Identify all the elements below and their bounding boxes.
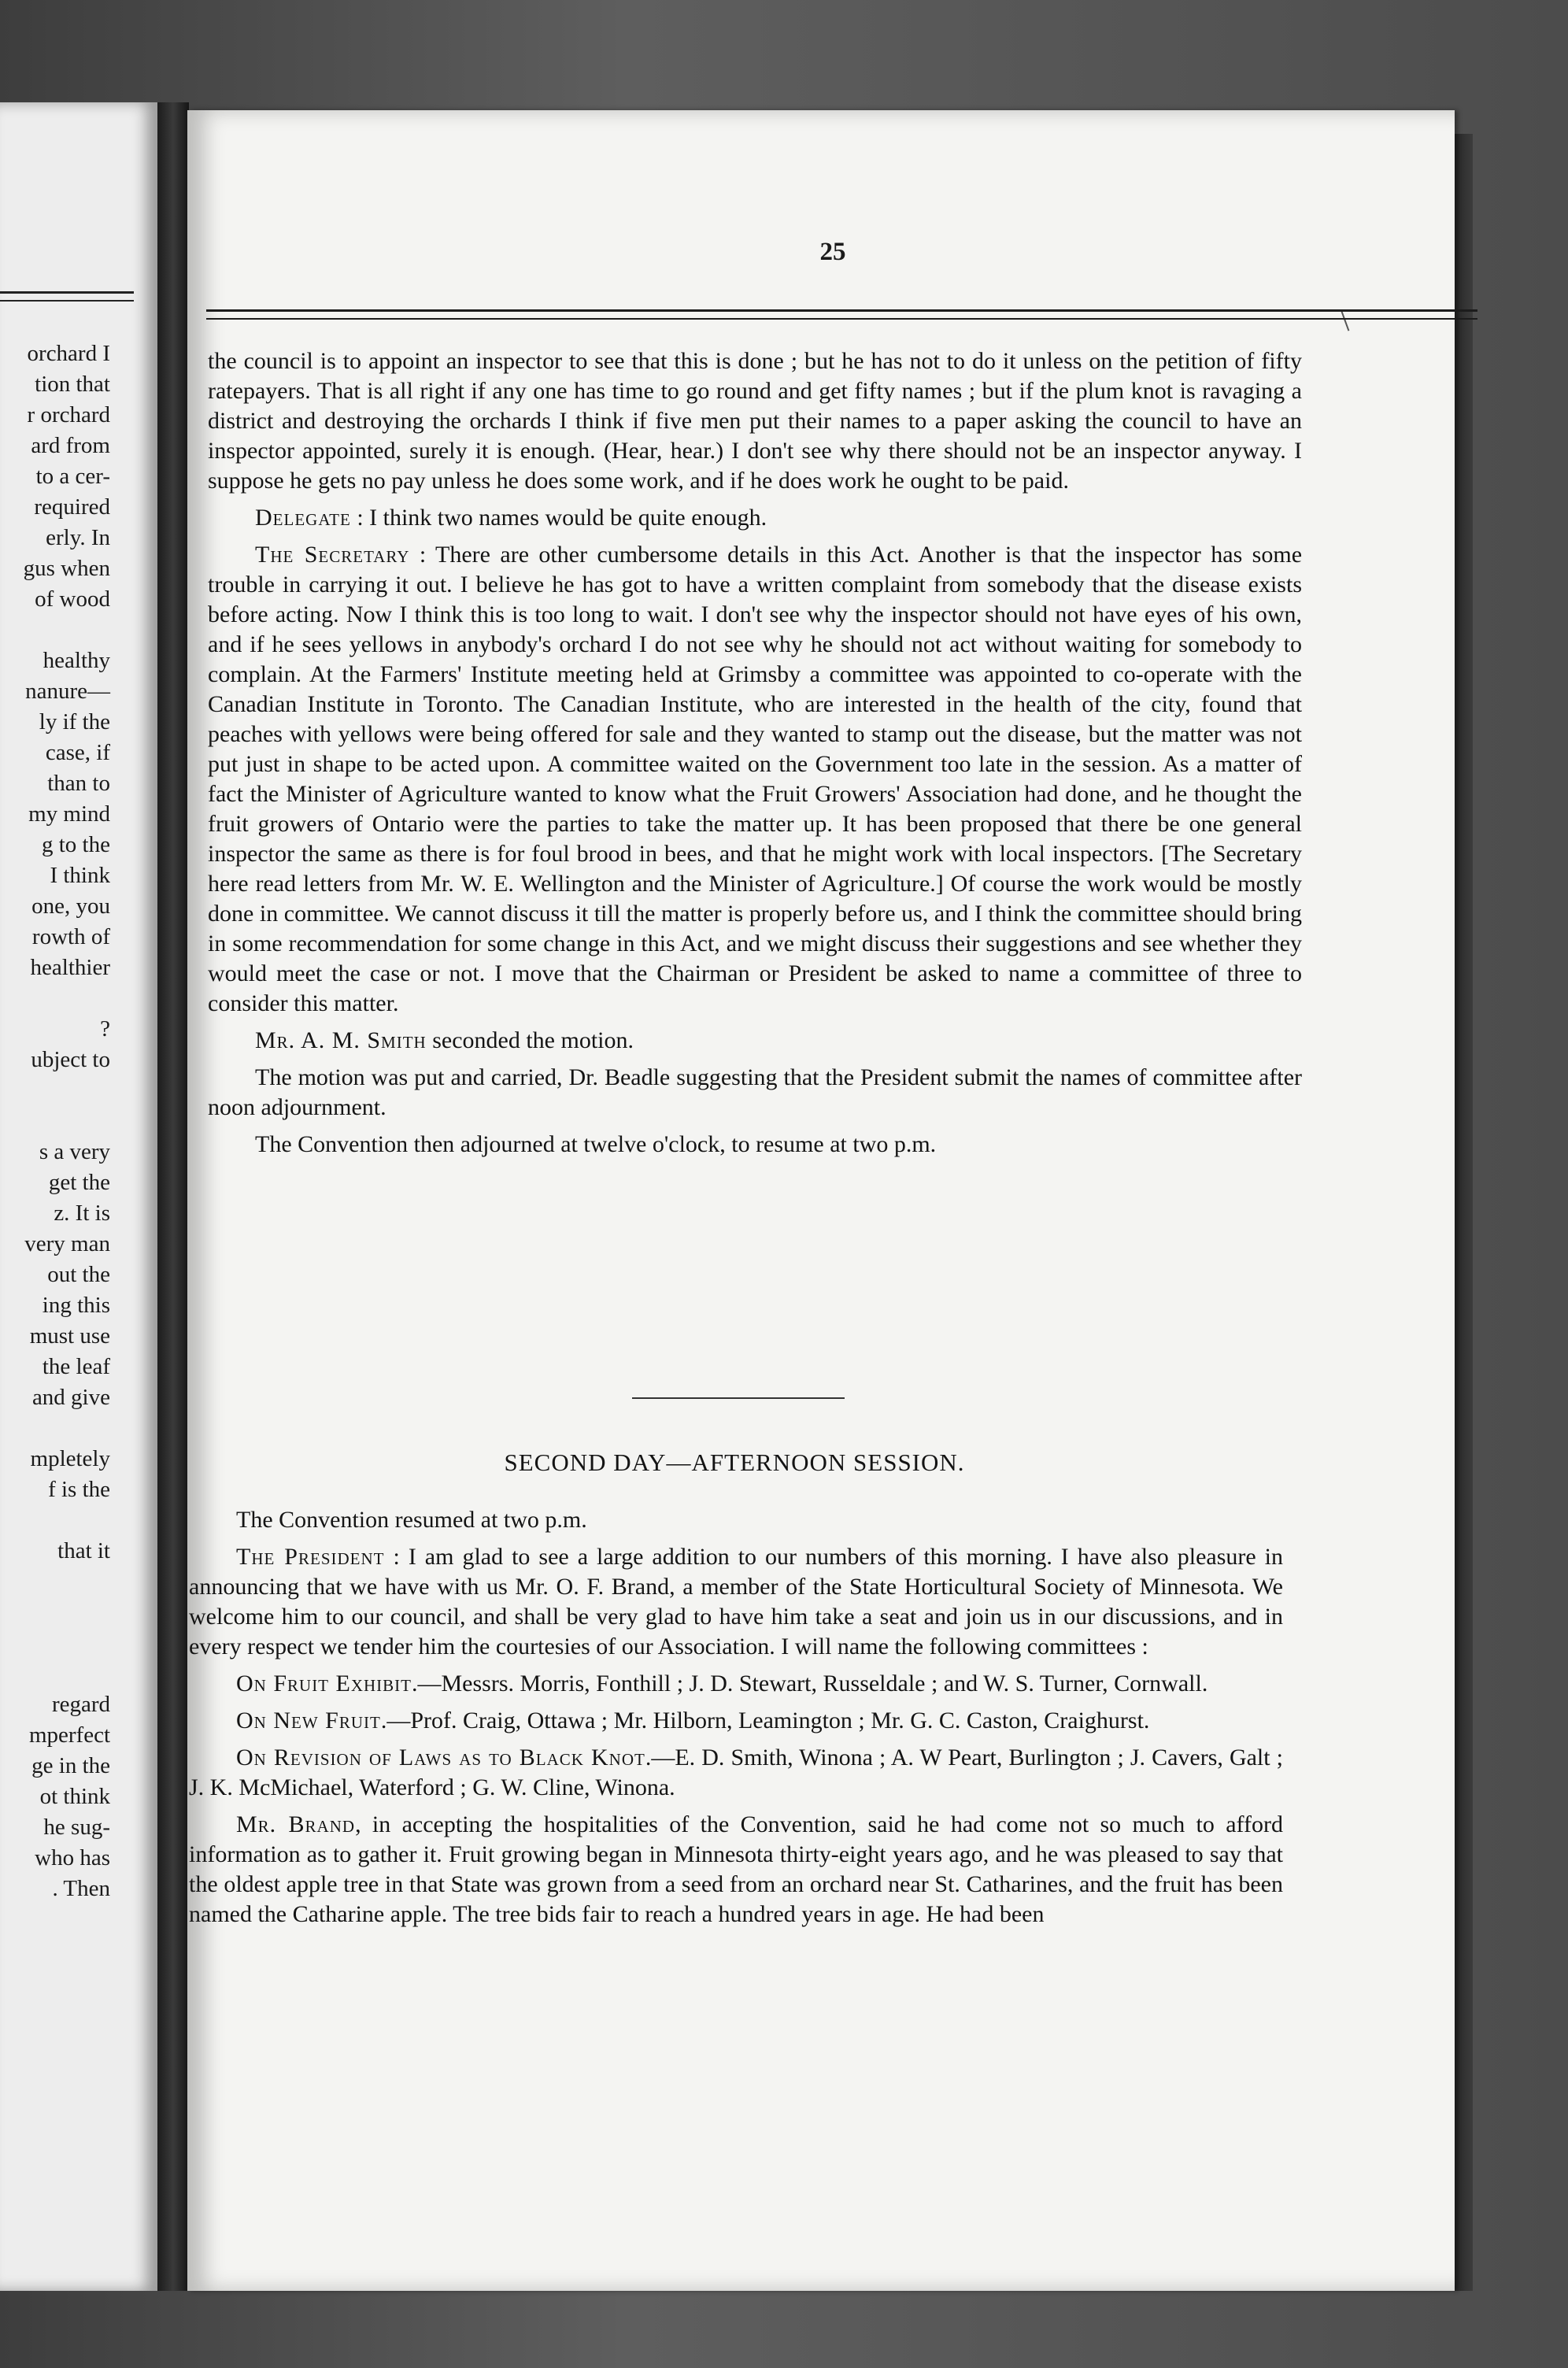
facing-page-text (0, 339, 110, 1904)
facing-page-line: . Then (52, 1876, 110, 1901)
paragraph-text: , in accepting the hospitalities of the Convention, said he had come not so much to afford information as to gather it. Fruit growing began in Minnesota thirty-eight years ago, and he was pleased to say that the oldest apple tree in that State was grown from a seed from an orchard near St. Catharines, and the fruit has been named the Catharine apple. The tree bids fair to reach a hundred years in age. He had been (189, 1811, 1283, 1927)
paragraph-text: .—Messrs. Morris, Fonthill ; J. D. Stewart, Russeldale ; and W. S. Turner, Cornwall. (412, 1671, 1208, 1696)
speaker-name: The Secretary (255, 542, 410, 568)
facing-page-line: rowth of (31, 924, 110, 949)
facing-page-line: z. It is (54, 1201, 110, 1226)
facing-page-line (0, 1597, 110, 1628)
paragraph-text: The Convention resumed at two p.m. (236, 1507, 587, 1533)
facing-page-line: one, you (31, 894, 110, 919)
facing-page-line: required (34, 494, 110, 520)
paragraph-text: the council is to appoint an inspector to see that this is done ; but he has not to do it unless on the petition of fifty ratepayers. That is all right if any one has time to go round and get fifty names ; but if the plum knot is ravaging a district and destroying the orchards I think if five men put their names to a paper asking the council to have an inspector appointed, surely it is enough. (Hear, hear.) I don't see why there should not be an inspector anyway. I suppose he gets no pay unless he does some work, and if he does work he ought to be paid. (208, 348, 1302, 494)
facing-page-line: get the (48, 1170, 110, 1195)
paragraph-text: The motion was put and carried, Dr. Beadle suggesting that the President submit the names of committee after noon adjournment. (208, 1064, 1302, 1120)
paragraph (189, 1669, 1283, 1699)
facing-page-line (0, 1413, 110, 1444)
facing-page-line: my mind (28, 801, 110, 827)
facing-page-line: very man (24, 1231, 110, 1256)
facing-page-line: gus when (23, 556, 110, 581)
facing-page-line (0, 1106, 110, 1137)
facing-page-line: to a cer- (35, 464, 110, 489)
speaker-name: Mr. A. M. Smith (255, 1027, 427, 1053)
paragraph-text: seconded the motion. (426, 1027, 634, 1053)
facing-page-line: ubject to (31, 1047, 110, 1072)
paragraph (189, 1706, 1283, 1736)
facing-page-line: mpletely (30, 1446, 110, 1471)
paragraph-text: : I am glad to see a large addition to our numbers of this morning. I have also pleasure in announcing that we have with us Mr. O. F. Brand, a member of the State Horticultural Society of Minnesota. We welcome him to our council, and shall be very glad to have him take a seat and join us in our discussions, and in every respect we tender him the courtesies of our Association. I will name the following committees : (189, 1544, 1284, 1659)
header-rule (206, 309, 1477, 320)
section-heading: SECOND DAY—AFTERNOON SESSION. (504, 1449, 965, 1476)
facing-page-line (0, 1075, 110, 1106)
book-page (187, 110, 1455, 2291)
facing-page-line: ard from (31, 433, 110, 458)
facing-page-line (0, 1659, 110, 1689)
facing-page-line: nanure— (25, 679, 110, 704)
facing-page-line: I think (50, 863, 110, 888)
paragraph (189, 1505, 1283, 1535)
paragraph (208, 1130, 1302, 1160)
speaker-name: On Fruit Exhibit (236, 1671, 412, 1696)
book-gutter (157, 102, 189, 2291)
paragraph (208, 503, 1302, 533)
facing-page-line: ge in the (31, 1753, 110, 1778)
facing-page-line: g to the (42, 832, 110, 857)
facing-page-line: out the (47, 1262, 110, 1287)
facing-page-line (0, 983, 110, 1014)
facing-page-line (0, 1628, 110, 1659)
facing-page-line: r orchard (27, 402, 110, 427)
paragraph-text: : I think two names would be quite enough. (350, 505, 767, 531)
page-number: 25 (819, 238, 846, 266)
paragraph (189, 1810, 1283, 1930)
paragraph (208, 1026, 1302, 1056)
facing-page-line: orchard I (27, 341, 110, 366)
paragraph (189, 1743, 1283, 1803)
facing-page-line: ? (100, 1016, 110, 1042)
facing-page-line: case, if (45, 740, 110, 765)
facing-page-line: f is the (48, 1477, 110, 1502)
facing-page-line: ly if the (39, 709, 110, 734)
facing-page-line: erly. In (46, 525, 110, 550)
facing-page-line: regard (51, 1692, 110, 1717)
paragraph-text: .—E. D. Smith, Winona ; A. W Peart, Burlington ; J. Cavers, Galt ; J. K. McMichael, Waterford ; G. W. Cline, Winona. (189, 1745, 1283, 1800)
facing-page-line (0, 615, 110, 646)
facing-page-line: healthier (30, 955, 110, 980)
speaker-name: Mr. Brand (236, 1811, 356, 1837)
body-text-before (208, 346, 1302, 1167)
facing-page-line: tion that (35, 372, 110, 397)
speaker-name: On Revision of Laws as to Black Knot (236, 1745, 645, 1770)
paragraph (208, 1063, 1302, 1123)
paragraph (208, 346, 1302, 496)
facing-page-line: healthy (43, 648, 110, 673)
facing-page-line: ing this (42, 1293, 110, 1318)
paragraph (208, 540, 1302, 1019)
paragraph (189, 1542, 1283, 1662)
body-text-after (189, 1505, 1283, 1937)
facing-page-line: and give (31, 1385, 110, 1410)
facing-page-left (0, 102, 157, 2291)
paragraph-text: .—Prof. Craig, Ottawa ; Mr. Hilborn, Leamington ; Mr. G. C. Caston, Craighurst. (380, 1708, 1150, 1733)
speaker-name: On New Fruit (236, 1708, 381, 1733)
paragraph-text: : There are other cumbersome details in this Act. Another is that the inspector has some trouble in carrying it out. I believe he has got to have a written complaint from somebody that the disease exists before acting. Now I think this is too long to wait. I don't see why the inspector should not have eyes of his own, and if he sees yellows in anybody's orchard I do not see why he should not act without waiting for somebody to complain. At the Farmers' Institute meeting held at Grimsby a committee was appointed to co-operate with the Canadian Institute in Toronto. The Canadian Institute, who are interested in the health of the city, found that peaches with yellows were being offered for sale and they wanted to stamp out the disease, but the matter was not put just in shape to be acted upon. A committee waited on the Government too late in the session. As a matter of fact the Minister of Agriculture wanted to know what the Fruit Growers' Association had done, and he thought the fruit growers of Ontario were the parties to take the matter up. It has been proposed that there be one general inspector the same as there is for foul brood in bees, and that he might work with local inspectors. [The Secretary here read letters from Mr. W. E. Wellington and the Minister of Agriculture.] Of course the work would be mostly done in committee. We cannot discuss it till the matter is properly before us, and I think the committee should bring in some recommendation for some change in this Act, and we might discuss their suggestions and see whether they would meet the case or not. I move that the Chairman or President be asked to name a committee of three to consider this matter. (208, 542, 1303, 1016)
facing-page-line: of wood (35, 586, 110, 612)
speaker-name: Delegate (255, 505, 351, 531)
facing-page-line: the leaf (42, 1354, 110, 1379)
facing-page-line: who has (35, 1845, 110, 1870)
facing-page-line (0, 1567, 110, 1597)
facing-page-line: s a very (39, 1139, 110, 1164)
speaker-name: The President (236, 1544, 385, 1570)
section-divider (632, 1397, 845, 1399)
facing-page-line: than to (47, 771, 110, 796)
facing-page-line (0, 1505, 110, 1536)
paragraph-text: The Convention then adjourned at twelve o'clock, to resume at two p.m. (255, 1131, 937, 1157)
facing-page-line: that it (57, 1538, 110, 1563)
facing-page-line: he sug- (43, 1815, 110, 1840)
facing-page-line: must use (29, 1323, 110, 1349)
facing-page-line: mperfect (28, 1722, 110, 1748)
facing-page-rule (0, 291, 134, 302)
facing-page-line: ot think (39, 1784, 110, 1809)
